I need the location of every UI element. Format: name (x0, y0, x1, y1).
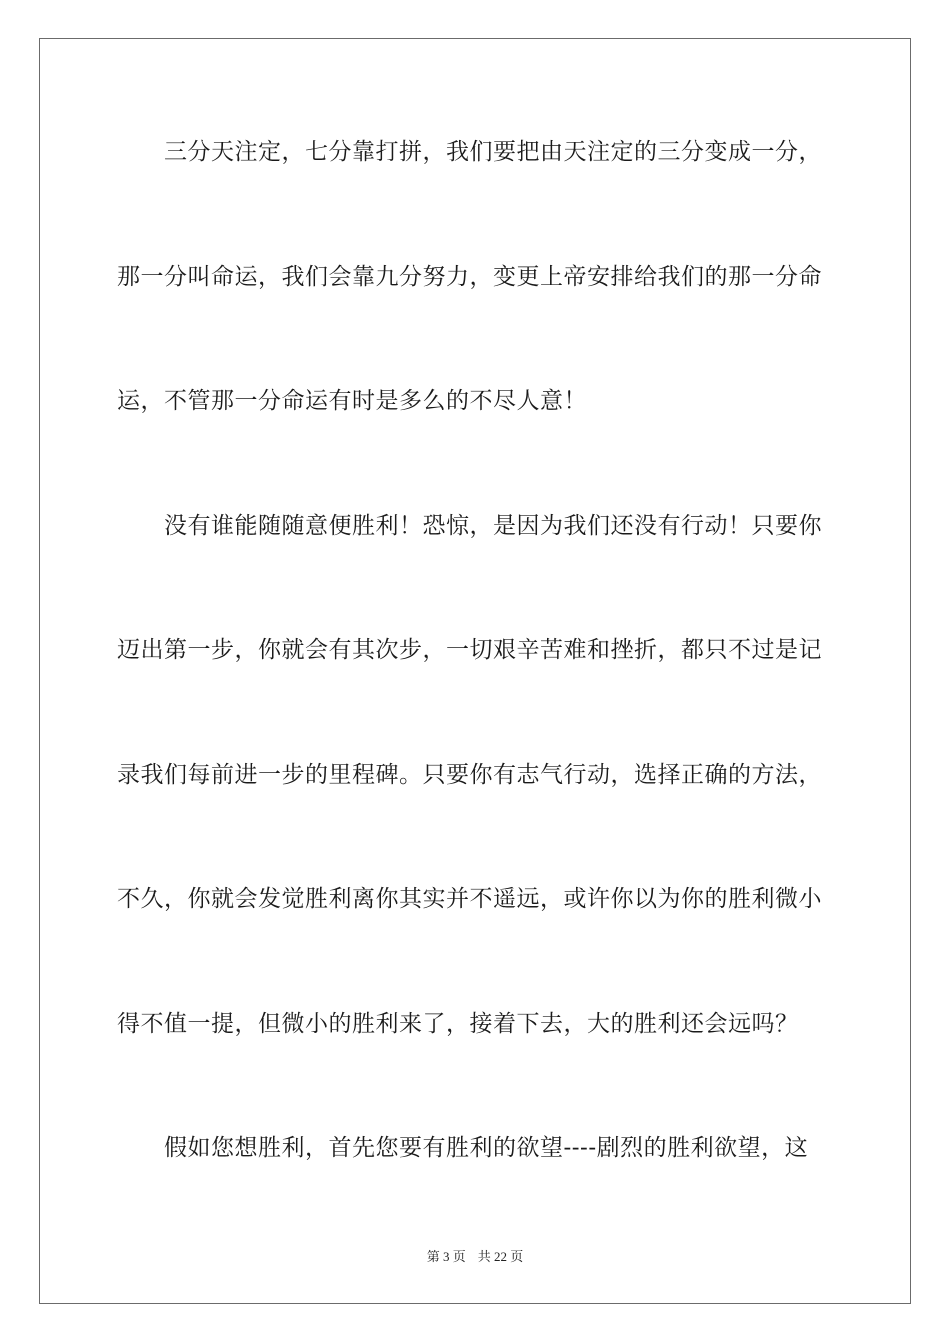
paragraph-2-line-1: 没有谁能随随意便胜利！恐惊，是因为我们还没有行动！只要你 (164, 513, 822, 539)
paragraph-1-line-3: 运，不管那一分命运有时是多么的不尽人意！ (117, 388, 587, 414)
page-footer (0, 1246, 950, 1265)
page-total: 共 22 页 (477, 1249, 524, 1264)
paragraph-1-line-1: 三分天注定，七分靠打拼，我们要把由天注定的三分变成一分， (164, 139, 822, 165)
paragraph-2-line-2: 迈出第一步，你就会有其次步，一切艰辛苦难和挫折，都只不过是记 (117, 637, 822, 663)
paragraph-3-line-1: 假如您想胜利，首先您要有胜利的欲望----剧烈的胜利欲望，这 (164, 1135, 809, 1161)
paragraph-2-line-5: 得不值一提，但微小的胜利来了，接着下去，大的胜利还会远吗？ (117, 1011, 799, 1037)
page-number: 第 3 页 (426, 1249, 466, 1264)
paragraph-2-line-3: 录我们每前进一步的里程碑。只要你有志气行动，选择正确的方法， (117, 762, 822, 788)
paragraph-1-line-2: 那一分叫命运，我们会靠九分努力，变更上帝安排给我们的那一分命 (117, 264, 822, 290)
page-border (39, 38, 911, 1304)
paragraph-2-line-4: 不久，你就会发觉胜利离你其实并不遥远，或许你以为你的胜利微小 (117, 886, 822, 912)
